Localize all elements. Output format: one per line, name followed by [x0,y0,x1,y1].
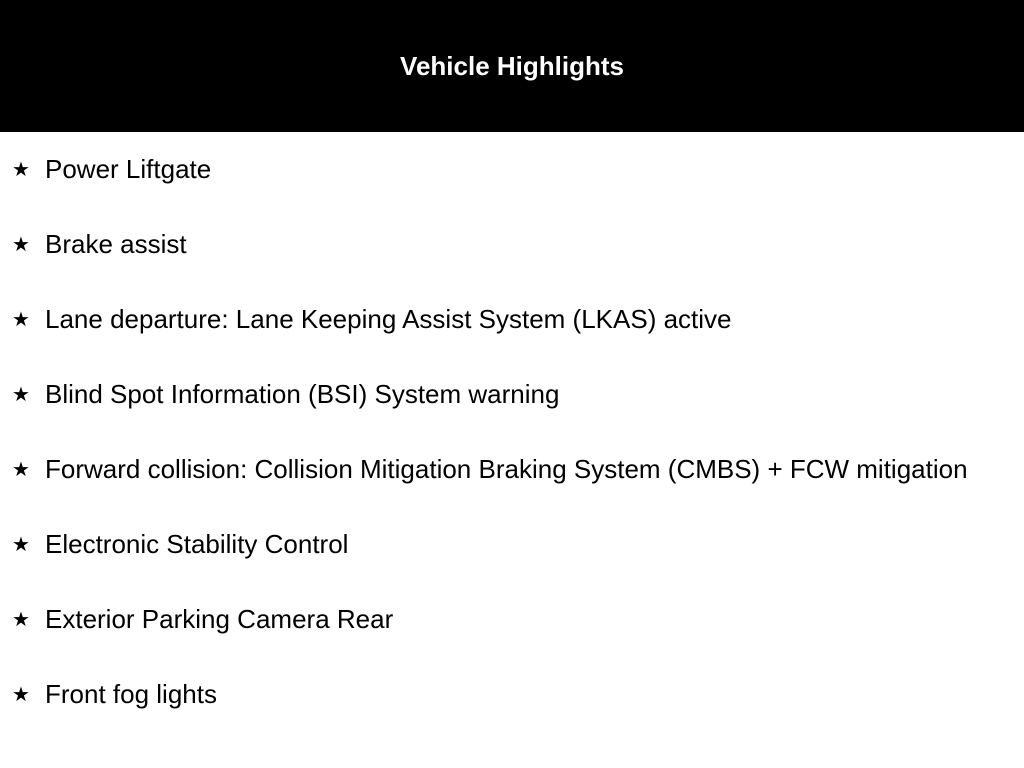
star-icon: ★ [12,307,30,331]
star-icon: ★ [12,532,30,556]
page-header [0,0,1024,132]
list-item [0,527,1024,561]
star-icon: ★ [12,232,30,256]
list-item-label: Power Liftgate [45,154,212,184]
list-item-label: Forward collision: Collision Mitigation Braking System (CMBS) + FCW mitigation [45,454,968,484]
list-item-label: Electronic Stability Control [45,529,349,559]
list-item [0,227,1024,261]
list-item [0,152,1024,186]
list-item-label: Brake assist [45,229,187,259]
list-item [0,377,1024,411]
list-item-label: Blind Spot Information (BSI) System warning [45,379,560,409]
list-item [0,452,1024,486]
star-icon: ★ [12,457,30,481]
star-icon: ★ [12,682,30,706]
list-item [0,677,1024,711]
star-icon: ★ [12,157,30,181]
list-item [0,302,1024,336]
list-item-label: Exterior Parking Camera Rear [45,604,394,634]
star-icon: ★ [12,382,30,406]
list-item-label: Front fog lights [45,679,217,709]
page-title: Vehicle Highlights [400,50,624,81]
list-item [0,602,1024,636]
vehicle-highlights-list [0,132,1024,711]
list-item-label: Lane departure: Lane Keeping Assist System (LKAS) active [45,304,732,334]
star-icon: ★ [12,607,30,631]
